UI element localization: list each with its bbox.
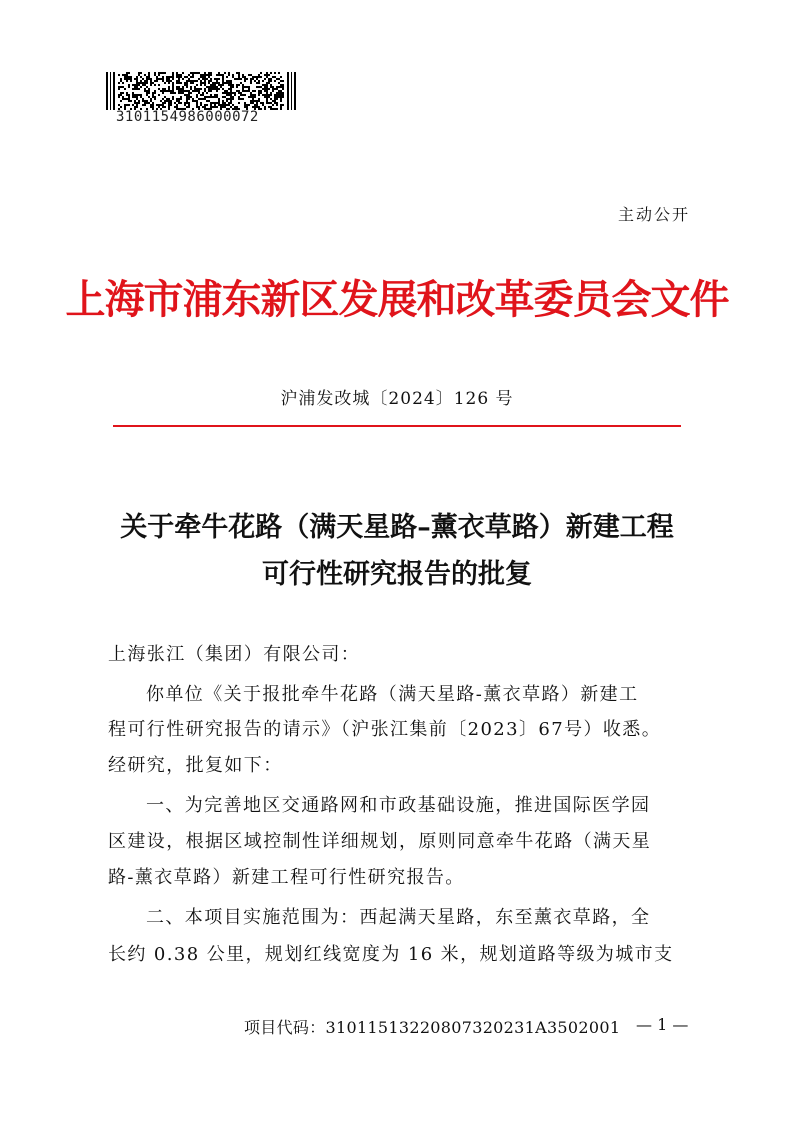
body-line: 经研究，批复如下：: [108, 755, 283, 776]
document-number: 沪浦发改城〔2024〕126 号: [280, 389, 514, 409]
red-divider: [113, 425, 681, 427]
barcode-number: 3101154986000072: [116, 109, 259, 125]
page-number: — 1 —: [636, 1015, 689, 1034]
disclosure-label: 主动公开: [617, 205, 690, 224]
body-line: 二、本项目实施范围为：西起满天星路，东至薰衣草路，全: [146, 907, 651, 928]
document-title-line-2: 可行性研究报告的批复: [262, 559, 532, 590]
issuing-authority-title: 上海市浦东新区发展和改革委员会文件: [65, 276, 729, 323]
body-line: 路-薰衣草路）新建工程可行性研究报告。: [108, 867, 465, 888]
body-line: 你单位《关于报批牵牛花路（满天星路-薰衣草路）新建工: [146, 684, 639, 705]
addressee: 上海张江（集团）有限公司：: [108, 644, 361, 665]
body-line: 一、为完善地区交通路网和市政基础设施，推进国际医学园: [146, 795, 651, 816]
project-code: 项目代码：31011513220807320231A3502001: [244, 1018, 621, 1037]
body-line: 长约 0.38 公里，规划红线宽度为 16 米，规划道路等级为城市支: [108, 944, 674, 965]
body-line: 区建设，根据区域控制性详细规划，原则同意牵牛花路（满天星: [108, 831, 652, 852]
barcode-image: [106, 72, 296, 110]
body-line: 程可行性研究报告的请示》（沪张江集前〔2023〕67号）收悉。: [108, 719, 662, 740]
document-title-line-1: 关于牵牛花路（满天星路–薰衣草路）新建工程: [120, 512, 674, 543]
